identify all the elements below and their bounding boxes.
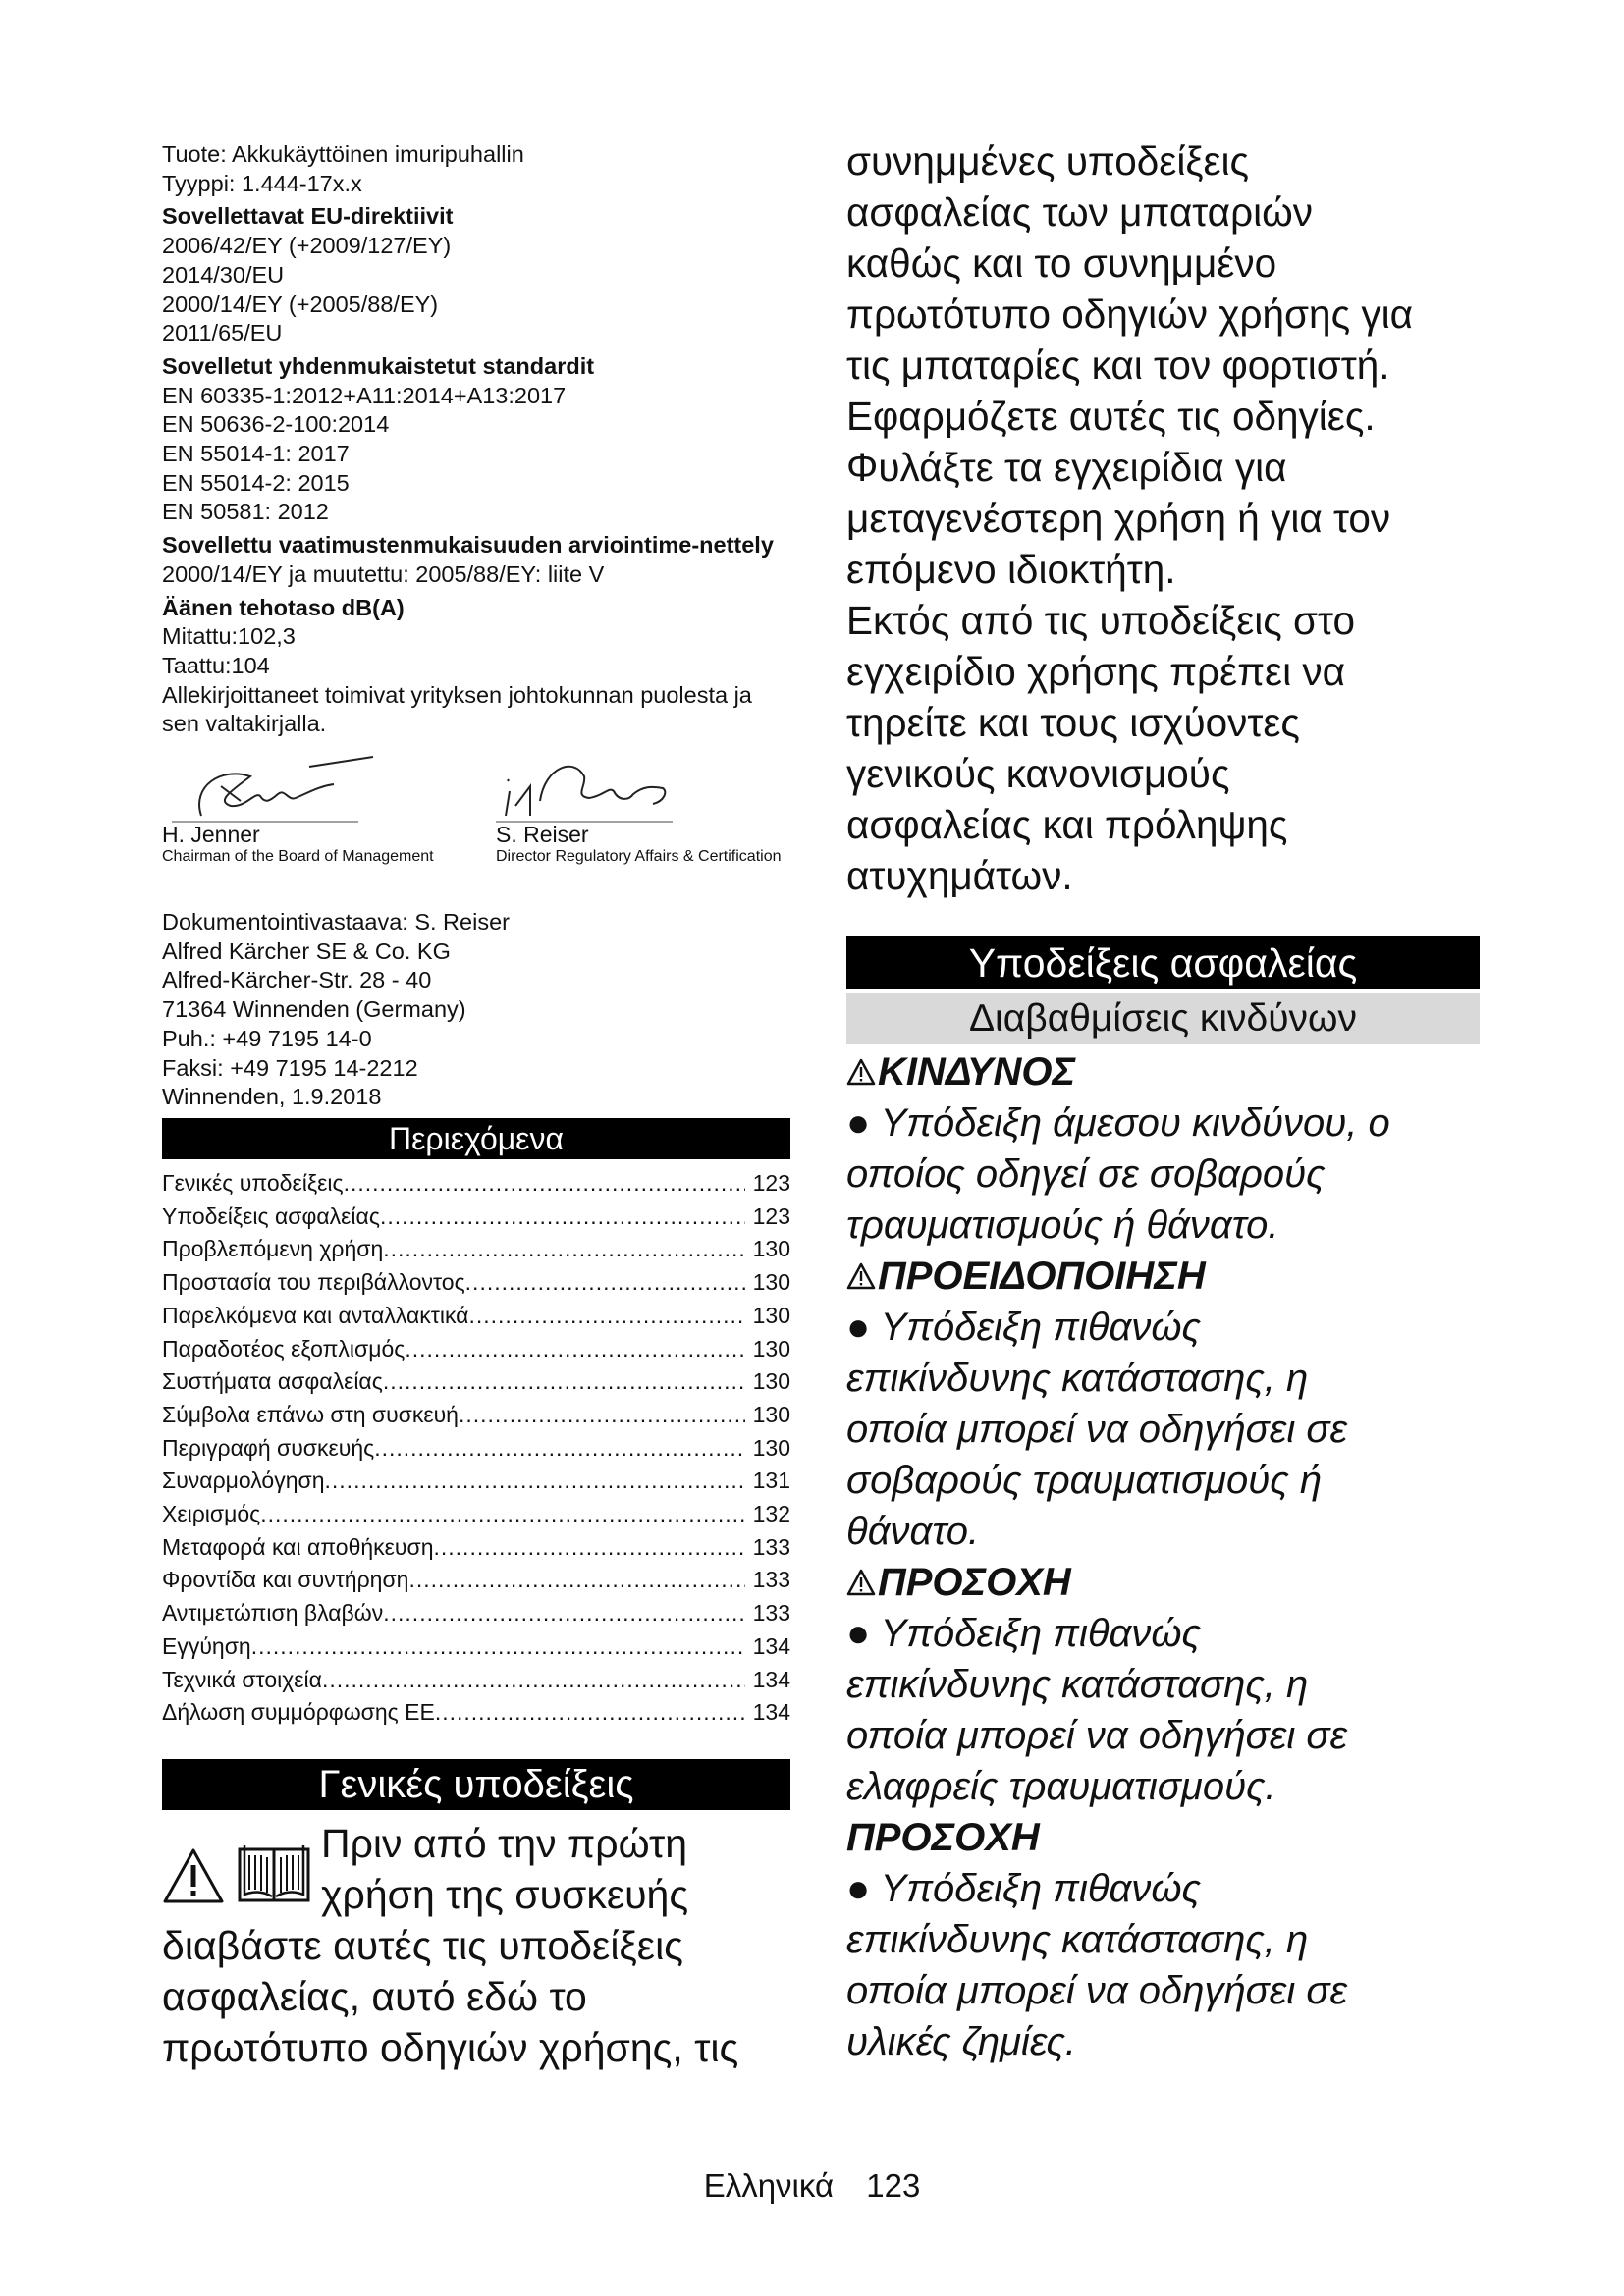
toc-leader <box>405 1333 745 1366</box>
toc-entry-page: 123 <box>752 1169 790 1196</box>
toc-entry[interactable] <box>162 1365 790 1399</box>
handwritten-signature-reiser <box>496 747 692 826</box>
company-line: Puh.: +49 7195 14-0 <box>162 1025 372 1051</box>
toc-entry-title: Σύμβολα επάνω στη συσκευή <box>162 1401 459 1427</box>
toc-entry-title: Παρελκόμενα και ανταλλακτικά <box>162 1302 469 1328</box>
warning-triangle-icon <box>162 1847 225 1904</box>
text-line: επικίνδυνης κατάστασης, η <box>846 1918 1309 1961</box>
toc-heading: Περιεχόμενα <box>162 1118 790 1159</box>
hazard-level-description: ● Υπόδειξη πιθανώς επικίνδυνης κατάστασης, η οποία μπορεί να οδηγήσει σε υλικές ζημίες. <box>846 1863 1480 2067</box>
text-line: οποία μπορεί να οδηγήσει σε <box>846 1969 1348 2012</box>
toc-entry[interactable] <box>162 1399 790 1432</box>
text-line: επόμενο ιδιοκτήτη. <box>846 547 1176 592</box>
signer-title: Chairman of the Board of Management <box>162 848 434 866</box>
company-line: Winnenden, 1.9.2018 <box>162 1084 382 1110</box>
directive-item: 2000/14/EY (+2005/88/EY) <box>162 291 439 317</box>
toc-entry-title: Γενικές υποδείξεις <box>162 1169 344 1196</box>
hazard-level-label: ΠΡΟΣΟΧΗ <box>846 1816 1040 1859</box>
text-line: τηρείτε και τους ισχύοντες <box>846 700 1300 745</box>
toc-leader <box>459 1399 745 1432</box>
hazard-level-label: ΚΙΝΔΥΝΟΣ <box>878 1050 1076 1094</box>
toc-leader <box>260 1498 745 1531</box>
standard-item: EN 55014-2: 2015 <box>162 469 350 496</box>
toc-entry-title: Φροντίδα και συντήρηση <box>162 1567 409 1593</box>
signer-name: H. Jenner <box>162 822 260 848</box>
text-line: οποίος οδηγεί σε σοβαρούς <box>846 1152 1326 1196</box>
product-line: Tuote: Akkukäyttöinen imuripuhallin <box>162 141 524 167</box>
hazard-level-caution-property <box>846 1812 1480 1863</box>
text-line: τις μπαταρίες και τον φορτιστή. <box>846 343 1390 388</box>
toc-entry-title: Συναρμολόγηση <box>162 1468 325 1494</box>
text-line: Πριν από την πρώτη <box>321 1820 688 1866</box>
text-line: εγχειρίδιο χρήσης πρέπει να <box>846 649 1346 694</box>
toc-leader <box>435 1696 745 1730</box>
hazard-level-label: ΠΡΟΕΙΔΟΠΟΙΗΣΗ <box>878 1255 1206 1298</box>
toc-entry-page: 130 <box>752 1401 790 1427</box>
text-line: χρήση της συσκευής <box>321 1871 689 1917</box>
text-line: Υπόδειξη πιθανώς <box>880 1612 1201 1655</box>
safety-notes-heading: Υποδείξεις ασφαλείας <box>846 936 1480 989</box>
toc-entry-page: 130 <box>752 1434 790 1461</box>
toc-leader <box>380 1201 745 1234</box>
text-line: Φυλάξτε τα εγχειρίδια για <box>846 445 1287 490</box>
toc-leader <box>465 1266 745 1300</box>
toc-entry-page: 132 <box>752 1501 790 1527</box>
toc-leader <box>322 1664 745 1697</box>
toc-leader <box>383 1365 745 1399</box>
standard-item: EN 55014-1: 2017 <box>162 441 350 467</box>
page-footer <box>0 2167 1624 2205</box>
left-column <box>162 140 790 2073</box>
text-line: επικίνδυνης κατάστασης, η <box>846 1357 1309 1400</box>
text-line: Υπόδειξη άμεσου κινδύνου, ο <box>880 1101 1390 1145</box>
eu-declaration <box>162 140 790 739</box>
text-line: ασφαλείας, αυτό εδώ το <box>162 1973 587 2019</box>
text-line: ελαφρείς τραυματισμούς. <box>846 1765 1276 1808</box>
text-line: υλικές ζημίες. <box>846 2020 1077 2063</box>
toc-entry[interactable] <box>162 1498 790 1531</box>
toc-entry-page: 130 <box>752 1302 790 1328</box>
standard-item: EN 50636-2-100:2014 <box>162 411 390 438</box>
warning-triangle-icon <box>846 1057 876 1087</box>
toc-entry[interactable] <box>162 1300 790 1333</box>
toc-entry-title: Συστήματα ασφαλείας <box>162 1368 383 1395</box>
directives-heading: Sovellettavat EU-direktiivit <box>162 203 454 230</box>
toc-entry-title: Παραδοτέος εξοπλισμός <box>162 1335 406 1362</box>
hazard-level-description: ● Υπόδειξη πιθανώς επικίνδυνης κατάστασης, η οποία μπορεί να οδηγήσει σε ελαφρείς τραυματισμούς. <box>846 1608 1480 1812</box>
sound-heading: Äänen tehotaso dB(A) <box>162 594 405 620</box>
toc-entry-title: Δήλωση συμμόρφωσης ΕΕ <box>162 1699 435 1726</box>
company-line: Faksi: +49 7195 14-2212 <box>162 1054 418 1081</box>
general-notes-continued <box>846 135 1480 901</box>
directive-item: 2014/30/EU <box>162 261 285 288</box>
toc-entry-page: 123 <box>752 1202 790 1229</box>
toc-leader <box>468 1300 745 1333</box>
toc-entry[interactable] <box>162 1597 790 1630</box>
company-info <box>162 908 790 1112</box>
hazard-level-label: ΠΡΟΣΟΧΗ <box>878 1561 1071 1604</box>
text-line: συνημμένες υποδείξεις <box>846 138 1250 184</box>
company-line: Alfred Kärcher SE & Co. KG <box>162 937 451 964</box>
toc-leader <box>383 1233 745 1266</box>
toc-leader <box>383 1597 745 1630</box>
text-line: πρωτότυπο οδηγιών χρήσης για <box>846 292 1414 337</box>
general-notes-body <box>162 1920 790 2073</box>
toc-entry-title: Αντιμετώπιση βλαβών <box>162 1600 384 1627</box>
hazard-level-caution <box>846 1557 1480 1608</box>
general-notes-intro <box>162 1818 790 1920</box>
hazard-levels-heading: Διαβαθμίσεις κινδύνων <box>846 993 1480 1044</box>
signer-title: Director Regulatory Affairs & Certification <box>496 848 782 866</box>
text-line: τραυματισμούς ή θάνατο. <box>846 1203 1279 1247</box>
handwritten-signature-jenner <box>162 747 398 826</box>
sound-guaranteed: Taattu:104 <box>162 652 270 678</box>
toc-entry[interactable] <box>162 1664 790 1697</box>
toc-entry[interactable] <box>162 1696 790 1730</box>
hazard-level-warning <box>846 1251 1480 1302</box>
standard-item: EN 60335-1:2012+A11:2014+A13:2017 <box>162 382 567 408</box>
text-line: ασφαλείας και πρόληψης <box>846 802 1288 847</box>
text-line: καθώς και το συνημμένο <box>846 240 1277 286</box>
signature-jenner <box>162 747 457 867</box>
toc-entry-page: 133 <box>752 1567 790 1593</box>
text-line: Υπόδειξη πιθανώς <box>880 1306 1201 1349</box>
toc-entry-title: Προβλεπόμενη χρήση <box>162 1236 384 1262</box>
table-of-contents <box>162 1167 790 1730</box>
toc-entry[interactable] <box>162 1333 790 1366</box>
text-line: οποία μπορεί να οδηγήσει σε <box>846 1714 1348 1757</box>
toc-leader <box>325 1465 745 1498</box>
toc-entry-page: 134 <box>752 1666 790 1692</box>
footer-page-number: 123 <box>866 2167 921 2204</box>
toc-entry-page: 130 <box>752 1236 790 1262</box>
directive-item: 2006/42/EY (+2009/127/EY) <box>162 233 452 259</box>
read-manual-book-icon <box>237 1836 311 1904</box>
toc-entry[interactable] <box>162 1564 790 1597</box>
toc-entry-title: Μεταφορά και αποθήκευση <box>162 1533 434 1560</box>
signature-block <box>162 747 790 914</box>
company-line: Dokumentointivastaava: S. Reiser <box>162 909 510 935</box>
text-line: διαβάστε αυτές τις υποδείξεις <box>162 1922 683 1968</box>
text-line: σοβαρούς τραυματισμούς ή <box>846 1459 1323 1502</box>
toc-leader <box>344 1167 745 1201</box>
text-line: πρωτότυπο οδηγιών χρήσης, τις <box>162 2024 739 2070</box>
toc-entry[interactable] <box>162 1233 790 1266</box>
text-line: οποία μπορεί να οδηγήσει σε <box>846 1408 1348 1451</box>
text-line: ατυχημάτων. <box>846 853 1073 898</box>
toc-entry-page: 134 <box>752 1699 790 1726</box>
signer-name: S. Reiser <box>496 822 589 848</box>
warning-triangle-icon <box>846 1261 876 1291</box>
footer-language: Ελληνικά <box>703 2167 835 2204</box>
company-line: 71364 Winnenden (Germany) <box>162 996 466 1023</box>
toc-entry[interactable] <box>162 1167 790 1201</box>
text-line: ασφαλείας των μπαταριών <box>846 189 1313 235</box>
toc-entry-title: Υποδείξεις ασφαλείας <box>162 1202 380 1229</box>
toc-entry[interactable] <box>162 1465 790 1498</box>
toc-entry[interactable] <box>162 1201 790 1234</box>
standard-item: EN 50581: 2012 <box>162 499 329 525</box>
sound-measured: Mitattu:102,3 <box>162 623 296 650</box>
type-line: Tyyppi: 1.444-17x.x <box>162 170 362 196</box>
warning-triangle-icon <box>846 1568 876 1597</box>
signed-note: Allekirjoittaneet toimivat yrityksen johtokunnan puolesta ja sen valtakirjalla. <box>162 681 752 737</box>
toc-entry-page: 133 <box>752 1533 790 1560</box>
toc-entry-page: 131 <box>752 1468 790 1494</box>
assessment-text: 2000/14/EY ja muutettu: 2005/88/EY: liite V <box>162 561 605 587</box>
toc-entry-page: 130 <box>752 1335 790 1362</box>
toc-entry-page: 133 <box>752 1600 790 1627</box>
text-line: Υπόδειξη πιθανώς <box>880 1867 1201 1910</box>
toc-entry-title: Εγγύηση <box>162 1632 251 1659</box>
text-line: Εφαρμόζετε αυτές τις οδηγίες. <box>846 394 1376 439</box>
hazard-level-danger <box>846 1046 1480 1097</box>
general-notes-first-lines <box>321 1818 688 1920</box>
toc-entry[interactable] <box>162 1531 790 1565</box>
toc-leader <box>434 1531 746 1565</box>
toc-entry[interactable] <box>162 1630 790 1664</box>
toc-entry-page: 130 <box>752 1368 790 1395</box>
hazard-level-description: ● Υπόδειξη άμεσου κινδύνου, ο οποίος οδηγεί σε σοβαρούς τραυματισμούς ή θάνατο. <box>846 1097 1480 1251</box>
right-column <box>846 135 1480 2067</box>
signature-reiser <box>496 747 790 867</box>
text-line: επικίνδυνης κατάστασης, η <box>846 1663 1309 1706</box>
toc-leader <box>408 1564 745 1597</box>
standards-heading: Sovelletut yhdenmukaistetut standardit <box>162 352 595 379</box>
toc-entry[interactable] <box>162 1432 790 1466</box>
company-line: Alfred-Kärcher-Str. 28 - 40 <box>162 967 432 993</box>
hazard-level-description: ● Υπόδειξη πιθανώς επικίνδυνης κατάστασης, η οποία μπορεί να οδηγήσει σε σοβαρούς τραυματισμούς ή θάνατο. <box>846 1302 1480 1557</box>
toc-leader <box>374 1432 745 1466</box>
toc-entry-title: Τεχνικά στοιχεία <box>162 1666 322 1692</box>
toc-entry-page: 134 <box>752 1632 790 1659</box>
general-notes-icons <box>162 1818 321 1904</box>
toc-entry-title: Χειρισμός <box>162 1501 261 1527</box>
text-line: Εκτός από τις υποδείξεις στο <box>846 598 1355 643</box>
assessment-heading: Sovellettu vaatimustenmukaisuuden arviointime-nettely <box>162 532 774 559</box>
toc-leader <box>251 1630 745 1664</box>
toc-entry-title: Προστασία του περιβάλλοντος <box>162 1269 465 1296</box>
toc-entry-page: 130 <box>752 1269 790 1296</box>
text-line: θάνατο. <box>846 1510 980 1553</box>
toc-entry[interactable] <box>162 1266 790 1300</box>
text-line: μεταγενέστερη χρήση ή για τον <box>846 496 1391 541</box>
text-line: γενικούς κανονισμούς <box>846 751 1230 796</box>
directive-item: 2011/65/EU <box>162 320 283 347</box>
toc-entry-title: Περιγραφή συσκευής <box>162 1434 375 1461</box>
general-notes-heading: Γενικές υποδείξεις <box>162 1759 790 1810</box>
